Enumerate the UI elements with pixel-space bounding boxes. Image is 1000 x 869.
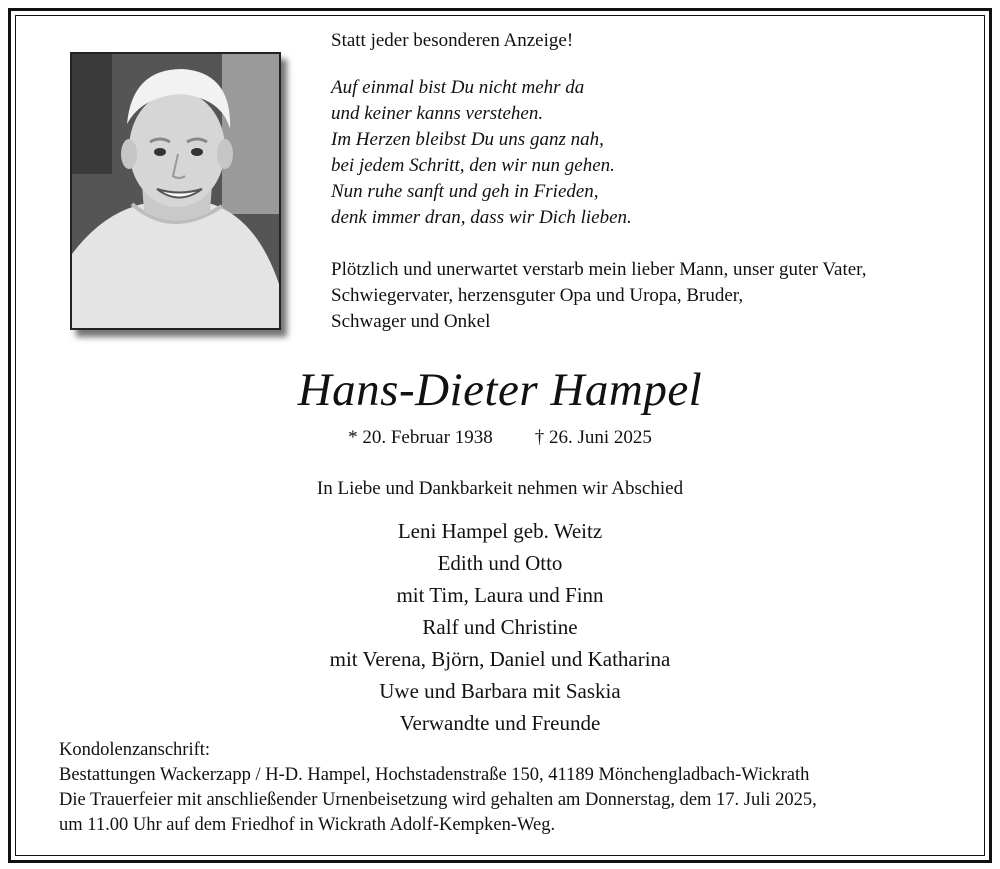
poem-line: Auf einmal bist Du nicht mehr da xyxy=(331,77,585,98)
condolence-address: Bestattungen Wackerzapp / H-D. Hampel, Hochstadenstraße 150, 41189 Mönchengladbach-Wickrath xyxy=(59,765,810,785)
poem xyxy=(331,75,632,231)
mourner-line: mit Tim, Laura und Finn xyxy=(396,583,604,607)
intro-line: Statt jeder besonderen Anzeige! xyxy=(331,30,574,51)
ceremony-line: um 11.00 Uhr auf dem Friedhof in Wickrath Adolf-Kempken-Weg. xyxy=(59,815,556,835)
birth-date: * 20. Februar 1938 xyxy=(348,427,493,448)
mourner-line: Edith und Otto xyxy=(437,551,563,575)
mourners-list xyxy=(0,515,1000,739)
mourner-line: mit Verena, Björn, Daniel und Katharina xyxy=(329,647,671,671)
poem-line: bei jedem Schritt, den wir nun gehen. xyxy=(331,155,615,176)
announcement xyxy=(331,257,866,335)
announcement-line: Plötzlich und unerwartet verstarb mein lieber Mann, unser guter Vater, xyxy=(331,259,867,280)
poem-line: und keiner kanns verstehen. xyxy=(331,103,544,124)
mourner-line: Verwandte und Freunde xyxy=(399,711,601,735)
footer-info xyxy=(59,738,817,838)
farewell-line: In Liebe und Dankbarkeit nehmen wir Abschied xyxy=(316,478,684,499)
poem-line: Nun ruhe sanft und geh in Frieden, xyxy=(331,181,599,202)
ceremony-line: Die Trauerfeier mit anschließender Urnenbeisetzung wird gehalten am Donnerstag, dem 17. Juli 2025, xyxy=(59,790,817,810)
portrait-photo xyxy=(70,52,281,330)
mourner-line: Ralf und Christine xyxy=(422,615,578,639)
mourner-line: Uwe und Barbara mit Saskia xyxy=(379,679,621,703)
life-dates xyxy=(0,426,1000,450)
deceased-name: Hans-Dieter Hampel xyxy=(297,364,703,416)
announcement-line: Schwiegervater, herzensguter Opa und Uropa, Bruder, xyxy=(331,285,744,306)
portrait-illustration xyxy=(72,54,279,328)
announcement-line: Schwager und Onkel xyxy=(331,311,491,332)
poem-line: denk immer dran, dass wir Dich lieben. xyxy=(331,207,632,228)
condolence-label: Kondolenzanschrift: xyxy=(59,740,211,760)
poem-line: Im Herzen bleibst Du uns ganz nah, xyxy=(331,129,604,150)
death-date: † 26. Juni 2025 xyxy=(534,427,652,448)
mourner-line: Leni Hampel geb. Weitz xyxy=(397,519,603,543)
